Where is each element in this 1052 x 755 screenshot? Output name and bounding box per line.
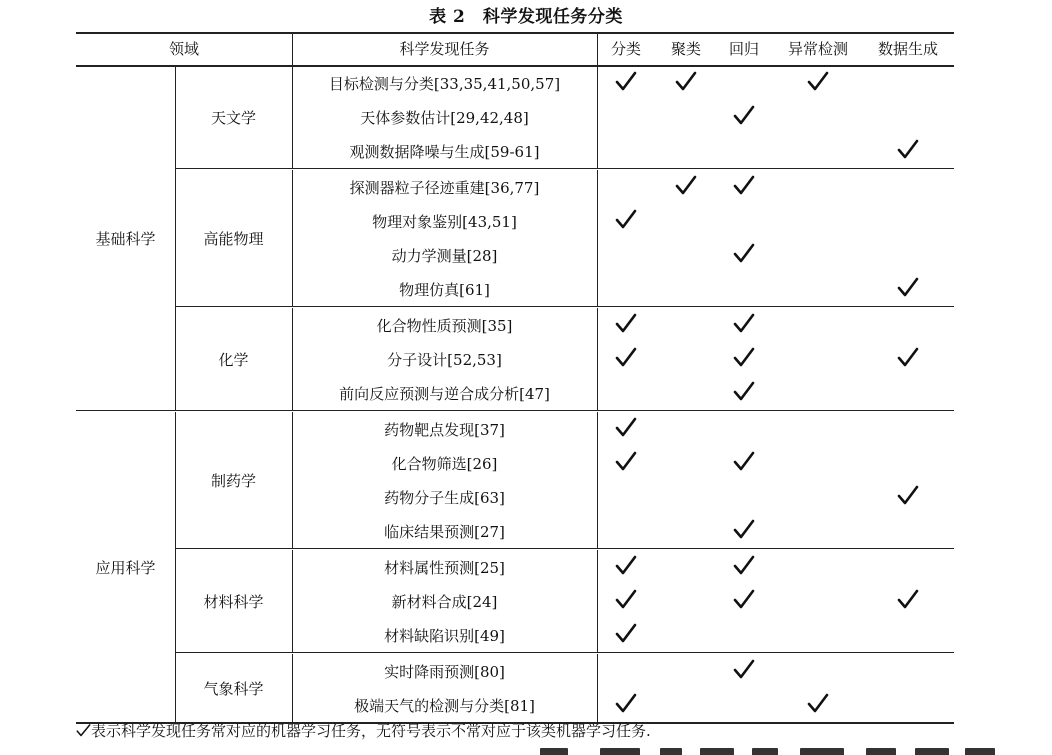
check-icon: [896, 483, 920, 507]
check-icon: [614, 449, 638, 473]
check-icon: [614, 553, 638, 577]
check-icon: [732, 553, 756, 577]
column-divider: [292, 66, 293, 168]
field-name: 化学: [218, 350, 249, 369]
rule-line: [175, 652, 954, 653]
table-title: 表 2 科学发现任务分类: [429, 7, 623, 27]
column-divider: [597, 654, 598, 722]
column-divider: [597, 32, 598, 65]
rule-line: [175, 548, 954, 549]
check-icon: [614, 311, 638, 335]
column-divider: [292, 550, 293, 652]
task-name: 药物靶点发现[37]: [384, 420, 505, 439]
check-icon: [674, 173, 698, 197]
rule-line: [175, 168, 954, 169]
table-footnote: [76, 720, 651, 741]
check-icon: [806, 69, 830, 93]
column-divider: [597, 308, 598, 410]
task-name: 动力学测量[28]: [391, 246, 498, 265]
column-divider: [175, 412, 176, 722]
column-divider: [292, 654, 293, 722]
task-name: 新材料合成[24]: [391, 592, 498, 611]
check-icon: [896, 275, 920, 299]
column-divider: [292, 412, 293, 548]
field-name: 高能物理: [203, 229, 264, 248]
field-name: 材料科学: [203, 592, 264, 611]
task-name: 极端天气的检测与分类[81]: [354, 696, 535, 715]
check-icon: [732, 345, 756, 369]
column-divider: [597, 412, 598, 548]
field-name: 气象科学: [203, 679, 264, 698]
task-name: 材料缺陷识别[49]: [384, 626, 505, 645]
task-name: 目标检测与分类[33,35,41,50,57]: [328, 74, 561, 93]
task-name: 化合物筛选[26]: [391, 454, 498, 473]
check-icon: [76, 723, 91, 738]
task-name: 药物分子生成[63]: [384, 488, 505, 507]
task-name: 实时降雨预测[80]: [384, 662, 505, 681]
task-name: 化合物性质预测[35]: [376, 316, 513, 335]
field-name: 天文学: [210, 108, 256, 127]
task-name: 观测数据降噪与生成[59-61]: [349, 142, 540, 161]
task-name: 分子设计[52,53]: [387, 350, 502, 369]
header-ml-task: 分类: [610, 40, 641, 58]
footnote-text: 表示科学发现任务常对应的机器学习任务，无符号表示不常对应于该类机器学习任务.: [91, 722, 651, 740]
check-icon: [896, 345, 920, 369]
category-name: 应用科学: [95, 558, 156, 577]
column-divider: [292, 170, 293, 306]
check-icon: [732, 657, 756, 681]
header-ml-task: 聚类: [670, 40, 701, 58]
column-divider: [597, 66, 598, 168]
header-task: 科学发现任务: [399, 40, 490, 58]
check-icon: [732, 379, 756, 403]
check-icon: [732, 449, 756, 473]
header-ml-task: 数据生成: [877, 40, 938, 58]
header-domain: 领域: [168, 40, 199, 58]
task-name: 物理对象鉴别[43,51]: [372, 212, 517, 231]
task-name: 天体参数估计[29,42,48]: [360, 108, 529, 127]
task-name: 临床结果预测[27]: [384, 522, 505, 541]
task-name: 物理仿真[61]: [399, 280, 490, 299]
check-icon: [614, 691, 638, 715]
check-icon: [732, 241, 756, 265]
column-divider: [175, 66, 176, 410]
check-icon: [614, 69, 638, 93]
task-name: 材料属性预测[25]: [384, 558, 505, 577]
check-icon: [732, 103, 756, 127]
check-icon: [614, 415, 638, 439]
check-icon: [614, 621, 638, 645]
check-icon: [896, 587, 920, 611]
check-icon: [674, 69, 698, 93]
column-divider: [292, 32, 293, 65]
check-icon: [896, 137, 920, 161]
field-name: 制药学: [210, 471, 256, 490]
column-divider: [292, 308, 293, 410]
header-ml-task: 回归: [728, 40, 759, 58]
task-name: 前向反应预测与逆合成分析[47]: [339, 384, 550, 403]
category-name: 基础科学: [95, 229, 156, 248]
rule-line: [175, 306, 954, 307]
check-icon: [732, 173, 756, 197]
rule-line: [76, 410, 954, 411]
column-divider: [597, 550, 598, 652]
column-divider: [597, 170, 598, 306]
check-icon: [614, 587, 638, 611]
check-icon: [614, 207, 638, 231]
next-paragraph-cutoff: [0, 746, 1052, 755]
header-ml-task: 异常检测: [787, 40, 848, 58]
check-icon: [732, 517, 756, 541]
check-icon: [614, 345, 638, 369]
check-icon: [732, 311, 756, 335]
task-name: 探测器粒子径迹重建[36,77]: [349, 178, 540, 197]
check-icon: [806, 691, 830, 715]
check-icon: [732, 587, 756, 611]
